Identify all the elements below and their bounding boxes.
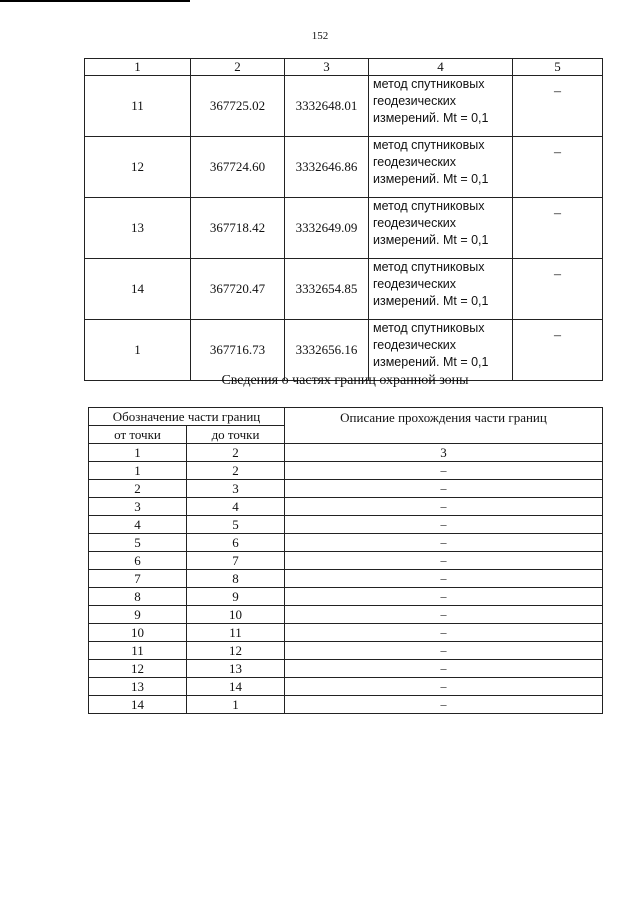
note-dash: –: [513, 198, 603, 259]
header-boundary-designation: Обозначение части границ: [89, 408, 285, 426]
col-header-3: 3: [285, 59, 369, 76]
method-line-2: геодезических: [373, 277, 457, 291]
from-point: 4: [89, 516, 187, 534]
coordinates-row: [85, 198, 603, 259]
from-point: 9: [89, 606, 187, 624]
coordinates-table: [84, 58, 603, 381]
boundary-row: [89, 696, 603, 714]
boundary-row: [89, 624, 603, 642]
description-dash: –: [285, 678, 603, 696]
coordinate-x: 367725.02: [191, 76, 285, 137]
method-line-1: метод спутниковых: [373, 199, 485, 213]
coordinate-y: 3332648.01: [285, 76, 369, 137]
method-line-1: метод спутниковых: [373, 77, 485, 91]
description-dash: –: [285, 498, 603, 516]
to-point: 4: [187, 498, 285, 516]
boundary-row: [89, 480, 603, 498]
from-point: 7: [89, 570, 187, 588]
description-dash: –: [285, 480, 603, 498]
column-number-row: [89, 444, 603, 462]
point-number: 14: [85, 259, 191, 320]
method-description: [369, 198, 513, 259]
to-point: 2: [187, 462, 285, 480]
header-row-group: [89, 408, 603, 426]
note-dash: –: [513, 76, 603, 137]
description-dash: –: [285, 462, 603, 480]
description-dash: –: [285, 570, 603, 588]
coordinates-row: [85, 76, 603, 137]
coordinate-y: 3332656.16: [285, 320, 369, 381]
method-line-3: измерений. Mt = 0,1: [373, 111, 489, 125]
note-dash: –: [513, 259, 603, 320]
method-description: [369, 320, 513, 381]
column-number-3: 3: [285, 444, 603, 462]
method-description: [369, 259, 513, 320]
from-point: 2: [89, 480, 187, 498]
from-point: 3: [89, 498, 187, 516]
coordinates-row: [85, 137, 603, 198]
column-number-1: 1: [89, 444, 187, 462]
method-line-1: метод спутниковых: [373, 321, 485, 335]
description-dash: –: [285, 660, 603, 678]
from-point: 14: [89, 696, 187, 714]
method-description: [369, 137, 513, 198]
method-line-1: метод спутниковых: [373, 260, 485, 274]
method-line-2: геодезических: [373, 338, 457, 352]
from-point: 11: [89, 642, 187, 660]
boundary-row: [89, 516, 603, 534]
from-point: 13: [89, 678, 187, 696]
to-point: 7: [187, 552, 285, 570]
boundary-row: [89, 498, 603, 516]
method-line-2: геодезических: [373, 216, 457, 230]
boundary-parts-table: [88, 407, 603, 714]
method-line-1: метод спутниковых: [373, 138, 485, 152]
coordinate-x: 367724.60: [191, 137, 285, 198]
from-point: 8: [89, 588, 187, 606]
description-dash: –: [285, 534, 603, 552]
col-header-4: 4: [369, 59, 513, 76]
header-to-point: до точки: [187, 426, 285, 444]
page-number: 152: [311, 30, 329, 42]
section-title: Сведения о частях границ охранной зоны: [221, 373, 469, 388]
coordinate-x: 367718.42: [191, 198, 285, 259]
description-dash: –: [285, 642, 603, 660]
note-dash: –: [513, 320, 603, 381]
coordinate-y: 3332646.86: [285, 137, 369, 198]
boundary-row: [89, 534, 603, 552]
to-point: 14: [187, 678, 285, 696]
header-from-point: от точки: [89, 426, 187, 444]
col-header-1: 1: [85, 59, 191, 76]
to-point: 11: [187, 624, 285, 642]
description-dash: –: [285, 552, 603, 570]
coordinate-x: 367720.47: [191, 259, 285, 320]
col-header-5: 5: [513, 59, 603, 76]
from-point: 10: [89, 624, 187, 642]
point-number: 1: [85, 320, 191, 381]
to-point: 13: [187, 660, 285, 678]
description-dash: –: [285, 588, 603, 606]
boundary-row: [89, 462, 603, 480]
col-header-2: 2: [191, 59, 285, 76]
description-dash: –: [285, 606, 603, 624]
to-point: 10: [187, 606, 285, 624]
boundary-row: [89, 678, 603, 696]
boundary-row: [89, 660, 603, 678]
boundary-row: [89, 552, 603, 570]
method-line-3: измерений. Mt = 0,1: [373, 294, 489, 308]
boundary-row: [89, 588, 603, 606]
method-line-3: измерений. Mt = 0,1: [373, 233, 489, 247]
top-rule: [0, 0, 190, 2]
to-point: 8: [187, 570, 285, 588]
description-dash: –: [285, 696, 603, 714]
boundary-row: [89, 642, 603, 660]
header-description: Описание прохождения части границ: [285, 408, 603, 444]
to-point: 9: [187, 588, 285, 606]
method-line-2: геодезических: [373, 94, 457, 108]
to-point: 5: [187, 516, 285, 534]
boundary-row: [89, 606, 603, 624]
from-point: 1: [89, 462, 187, 480]
coordinate-y: 3332654.85: [285, 259, 369, 320]
coordinates-row: [85, 320, 603, 381]
method-description: [369, 76, 513, 137]
method-line-3: измерений. Mt = 0,1: [373, 355, 489, 369]
method-line-3: измерений. Mt = 0,1: [373, 172, 489, 186]
point-number: 12: [85, 137, 191, 198]
description-dash: –: [285, 516, 603, 534]
point-number: 13: [85, 198, 191, 259]
boundary-row: [89, 570, 603, 588]
point-number: 11: [85, 76, 191, 137]
to-point: 3: [187, 480, 285, 498]
method-line-2: геодезических: [373, 155, 457, 169]
description-dash: –: [285, 624, 603, 642]
to-point: 1: [187, 696, 285, 714]
from-point: 6: [89, 552, 187, 570]
to-point: 12: [187, 642, 285, 660]
column-number-2: 2: [187, 444, 285, 462]
coordinates-header-row: [85, 59, 603, 76]
from-point: 12: [89, 660, 187, 678]
from-point: 5: [89, 534, 187, 552]
note-dash: –: [513, 137, 603, 198]
coordinates-row: [85, 259, 603, 320]
to-point: 6: [187, 534, 285, 552]
coordinate-x: 367716.73: [191, 320, 285, 381]
coordinate-y: 3332649.09: [285, 198, 369, 259]
